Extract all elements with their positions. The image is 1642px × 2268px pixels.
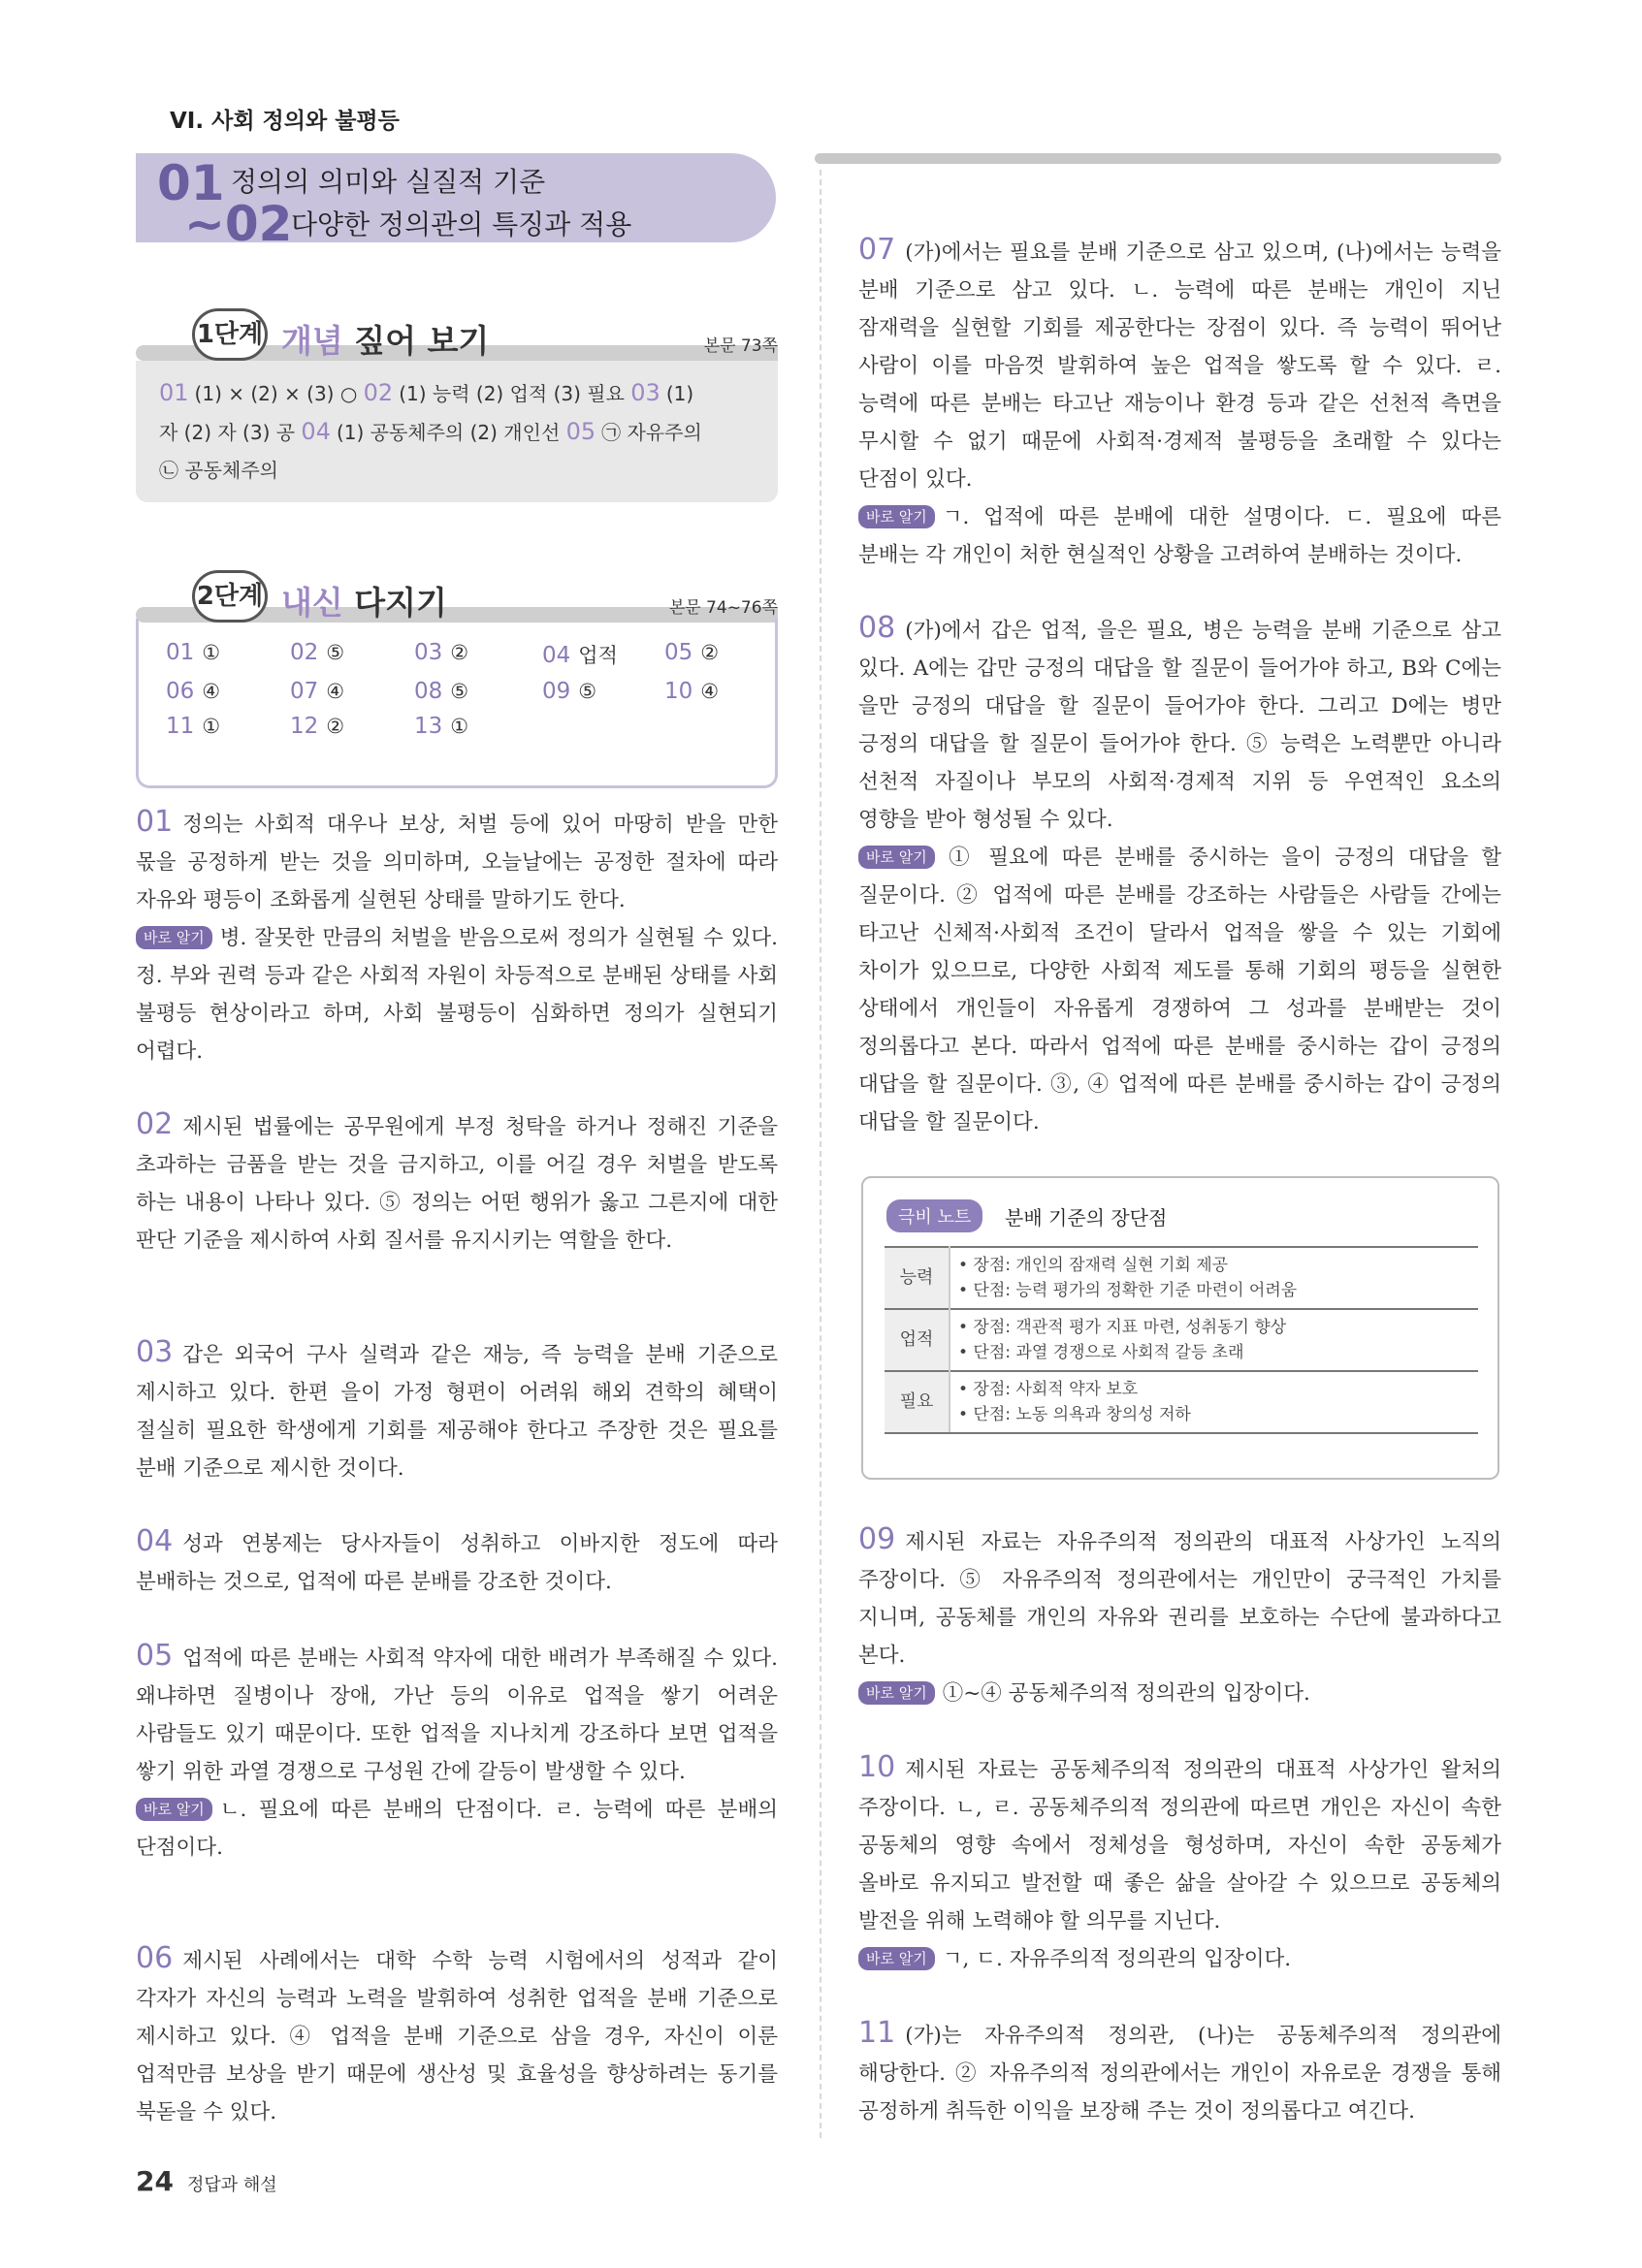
title-line-2: 다양한 정의관의 특징과 적용 xyxy=(291,208,632,240)
explanation-text: 제시된 사례에서는 대학 수학 능력 시험에서의 성적과 같이 각자가 자신의 능력과 노력을 발휘하여 성취한 업적을 분배 기준으로 제시하고 있다. ④ 업적을 분배 기준으로 삼을 경우, 자신이 이룬 업적만큼 보상을 받기 때문에 생산성 및 효율성을 향상하려는 동기를 북돋을 수 있다. xyxy=(136,1949,778,2124)
explanation-text: 갑은 외국어 구사 실력과 같은 재능, 즉 능력을 분배 기준으로 제시하고 있다. 한편 을이 가정 형편이 어려워 해외 견학의 혜택이 절실히 필요한 학생에게 기회를 제공해야 한다고 주장한 것은 필요를 분배 기준으로 제시한 것이다. xyxy=(136,1343,778,1481)
step1-header xyxy=(136,308,778,361)
baro-badge: 바로 알기 xyxy=(858,505,935,528)
step2-answer-value: ⑤ xyxy=(450,680,469,703)
baro-text: ㄱ. 업적에 따른 분배에 대한 설명이다. ㄷ. 필요에 따른 분배는 각 개인이 처한 현실적인 상황을 고려하여 분배하는 것이다. xyxy=(858,505,1501,567)
note-line: • 단점: 능력 평가의 정확한 기준 마련이 어려움 xyxy=(958,1281,1298,1300)
question-number: 03 xyxy=(136,1335,174,1369)
step1-title-rest: 짚어 보기 xyxy=(342,322,490,360)
step1-answer-text: 자 (2) 자 (3) 공 xyxy=(159,421,302,444)
explanation-07 xyxy=(858,231,1501,574)
step2-answer-item xyxy=(290,679,414,704)
step1-answer-text: ㉡ 공동체주의 xyxy=(159,459,278,482)
footer-label: 정답과 해설 xyxy=(186,2175,277,2195)
note-row-content xyxy=(950,1309,1478,1371)
step2-question-number: 01 xyxy=(166,640,195,665)
step1-answer-text: (1) xyxy=(665,382,694,405)
question-number: 10 xyxy=(858,1750,896,1784)
step2-question-number: 13 xyxy=(414,714,443,739)
step2-answer-value: ② xyxy=(700,641,720,664)
column-divider xyxy=(820,170,821,2138)
baro-badge: 바로 알기 xyxy=(858,1681,935,1705)
note-title: 분배 기준의 장단점 xyxy=(1005,1206,1168,1230)
step1-question-number: 04 xyxy=(301,418,331,445)
step1-title xyxy=(281,316,489,362)
note-row xyxy=(885,1371,1478,1433)
step2-answer-value: ⑤ xyxy=(578,680,597,703)
note-line: • 단점: 과열 경쟁으로 사회적 갈등 초래 xyxy=(958,1343,1244,1362)
step2-answer-value: ① xyxy=(202,641,221,664)
explanation-text: 제시된 자료는 공동체주의적 정의관의 대표적 사상가인 왈처의 주장이다. ㄴ, ㄹ. 공동체주의적 정의관에 따르면 개인은 자신이 속한 공동체의 영향 속에서 정체성을 형성하며, 자신이 속한 공동체가 올바로 유지되고 발전할 때 좋은 삶을 살아갈 수 있으므로 공동체의 발전을 위해 노력해야 할 의무를 지닌다. xyxy=(858,1758,1501,1933)
question-number: 05 xyxy=(136,1639,174,1673)
step2-answer-item xyxy=(166,679,290,704)
note-line: • 장점: 객관적 평가 지표 마련, 성취동기 향상 xyxy=(958,1318,1287,1337)
step1-answer-text: (1) 능력 (2) 업적 (3) 필요 xyxy=(399,382,631,405)
note-line: • 장점: 개인의 잠재력 실현 기회 제공 xyxy=(958,1256,1229,1275)
note-table xyxy=(885,1246,1478,1434)
explanation-text: 업적에 따른 분배는 사회적 약자에 대한 배려가 부족해질 수 있다. 왜냐하면 질병이나 장애, 가난 등의 이유로 업적을 쌓기 어려운 사람들도 있기 때문이다. 또한 업적을 지나치게 강조하다 보면 업적을 쌓기 위한 과열 경쟁으로 구성원 간에 갈등이 발생할 수 있다. xyxy=(136,1646,778,1784)
explanation-text: 정의는 사회적 대우나 보상, 처벌 등에 있어 마땅히 받을 만한 몫을 공정하게 받는 것을 의미하며, 오늘날에는 공정한 절차에 따라 자유와 평등이 조화롭게 실현된 상태를 말하기도 한다. xyxy=(136,813,778,912)
baro-text: ① 필요에 따른 분배를 중시하는 을이 긍정의 대답을 할 질문이다. ② 업적에 따른 분배를 강조하는 사람들은 사람들 간에는 타고난 신체적·사회적 조건이 달라서 업적을 쌓을 수 있는 기회에 차이가 있으므로, 다양한 사회적 제도를 통해 기회의 평등을 실현한 상태에서 개인들이 자유롭게 경쟁하여 그 성과를 분배받는 것이 정의롭다고 본다. 따라서 업적에 따른 분배를 중시하는 갑이 긍정의 대답을 할 질문이다. ③, ④ 업적에 따른 분배를 중시하는 갑이 긍정의 대답을 할 질문이다. xyxy=(858,846,1501,1134)
page-footer xyxy=(136,2165,277,2197)
explanation-08 xyxy=(858,609,1501,1141)
step2-answer-item xyxy=(542,679,664,704)
question-number: 01 xyxy=(136,805,174,839)
step1-page-ref: 본문 73쪽 xyxy=(703,336,778,356)
title-number-start: 01 xyxy=(157,155,225,211)
step1-answer-line xyxy=(159,413,755,452)
explanation-text: 성과 연봉제는 당사자들이 성취하고 이바지한 정도에 따라 분배하는 것으로, 업적에 따른 분배를 강조한 것이다. xyxy=(136,1532,778,1594)
step2-title-rest: 다지기 xyxy=(342,584,447,622)
baro-text: 병. 잘못한 만큼의 처벌을 받음으로써 정의가 실현될 수 있다. 정. 부와 권력 등과 같은 사회적 자원이 차등적으로 분배된 상태를 사회 불평등 현상이라고 하며, 사회 불평등이 심화하면 정의가 실현되기 어렵다. xyxy=(136,926,778,1064)
step2-answer-value: 업적 xyxy=(578,644,618,667)
step2-answer-value: ① xyxy=(202,715,221,738)
step1-badge: 1단계 xyxy=(192,308,268,361)
explanation-09 xyxy=(858,1520,1501,1712)
explanation-text: (가)에서는 필요를 분배 기준으로 삼고 있으며, (나)에서는 능력을 분배 기준으로 삼고 있다. ㄴ. 능력에 따른 분배는 개인이 지닌 잠재력을 실현할 기회를 제공한다는 장점이 있다. 즉 능력이 뛰어난 사람이 이를 마음껏 발휘하여 높은 업적을 쌓도록 할 수 있다. ㄹ. 능력에 따른 분배는 타고난 재능이나 환경 등과 같은 선천적 측면을 무시할 수 없기 때문에 사회적·경제적 불평등을 초래할 수 있다는 단점이 있다. xyxy=(858,240,1501,492)
step2-answer-item xyxy=(290,714,414,739)
explanation-text: (가)에서 갑은 업적, 을은 필요, 병은 능력을 분배 기준으로 삼고 있다. A에는 갑만 긍정의 대답을 할 질문이 들어가야 하고, B와 C에는 을만 긍정의 대답을 할 질문이 들어가야 한다. 그리고 D에는 병만 긍정의 대답을 할 질문이 들어가야 한다. ⑤ 능력은 노력뿐만 아니라 선천적 자질이나 부모의 사회적·경제적 지위 등 우연적인 요소의 영향을 받아 형성될 수 있다. xyxy=(858,619,1501,832)
step1-title-highlight: 개념 xyxy=(281,322,343,360)
question-number: 04 xyxy=(136,1524,174,1558)
title-number-end: ~02 xyxy=(184,196,293,252)
step2-answer-value: ② xyxy=(450,641,469,664)
step2-badge: 2단계 xyxy=(192,570,268,623)
step1-question-number: 02 xyxy=(363,379,394,406)
question-number: 06 xyxy=(136,1941,174,1975)
step2-question-number: 02 xyxy=(290,640,319,665)
baro-text: ㄴ. 필요에 따른 분배의 단점이다. ㄹ. 능력에 따른 분배의 단점이다. xyxy=(136,1798,778,1860)
title-banner xyxy=(136,153,776,252)
step2-question-number: 07 xyxy=(290,679,319,704)
step1-answer-text: (1) 공동체주의 (2) 개인선 xyxy=(336,421,566,444)
baro-badge: 바로 알기 xyxy=(858,846,935,869)
explanation-10 xyxy=(858,1748,1501,1978)
baro-badge: 바로 알기 xyxy=(136,926,212,949)
step2-answer-item xyxy=(414,714,542,739)
right-column-top-rule xyxy=(815,153,1501,164)
note-line: • 장점: 사회적 약자 보호 xyxy=(958,1380,1139,1399)
note-badge: 극비 노트 xyxy=(886,1199,982,1232)
explanation-05 xyxy=(136,1637,778,1867)
explanation-04 xyxy=(136,1522,778,1601)
step2-answer-item xyxy=(290,640,414,669)
note-row-content xyxy=(950,1371,1478,1433)
answer-grid xyxy=(166,640,748,739)
note-row xyxy=(885,1247,1478,1309)
title-line-1: 정의의 의미와 실질적 기준 xyxy=(231,166,546,198)
step1-answer-text: ㉠ 자유주의 xyxy=(601,421,702,444)
step2-question-number: 06 xyxy=(166,679,195,704)
question-number: 02 xyxy=(136,1107,174,1141)
explanation-03 xyxy=(136,1333,778,1487)
step2-title xyxy=(281,578,447,623)
note-row-header: 필요 xyxy=(885,1371,950,1433)
baro-text: ①~④ 공동체주의적 정의관의 입장이다. xyxy=(942,1681,1310,1706)
baro-badge: 바로 알기 xyxy=(858,1947,935,1970)
note-row-header: 업적 xyxy=(885,1309,950,1371)
step1-answer-line xyxy=(159,374,755,413)
step1-answer-box xyxy=(136,361,778,502)
explanation-11 xyxy=(858,2014,1501,2130)
step1-question-number: 01 xyxy=(159,379,189,406)
step2-answer-item xyxy=(166,714,290,739)
step2-answer-value: ④ xyxy=(700,680,720,703)
baro-badge: 바로 알기 xyxy=(136,1798,212,1821)
explanation-06 xyxy=(136,1939,778,2131)
explanation-02 xyxy=(136,1105,778,1260)
step2-answer-value: ⑤ xyxy=(326,641,345,664)
note-line: • 단점: 노동 의욕과 창의성 저하 xyxy=(958,1405,1191,1424)
step2-answer-item xyxy=(414,679,542,704)
step2-page-ref: 본문 74~76쪽 xyxy=(668,598,778,618)
step1-answer-line xyxy=(159,452,755,490)
explanation-text: (가)는 자유주의적 정의관, (나)는 공동체주의적 정의관에 해당한다. ② 자유주의적 정의관에서는 개인이 자유로운 경쟁을 통해 공정하게 취득한 이익을 보장해 주는 것이 정의롭다고 여긴다. xyxy=(858,2024,1501,2124)
step2-question-number: 04 xyxy=(542,643,571,668)
question-number: 09 xyxy=(858,1522,896,1556)
step2-question-number: 05 xyxy=(664,640,693,665)
step1-question-number: 05 xyxy=(565,418,596,445)
step2-question-number: 11 xyxy=(166,714,195,739)
step2-answer-value: ② xyxy=(326,715,345,738)
page-number: 24 xyxy=(136,2165,174,2197)
step2-question-number: 12 xyxy=(290,714,319,739)
step2-question-number: 03 xyxy=(414,640,443,665)
step2-answer-value: ④ xyxy=(326,680,345,703)
step1-answer-text: (1) × (2) × (3) ○ xyxy=(194,382,364,405)
step2-answer-item xyxy=(664,640,771,669)
question-number: 08 xyxy=(858,611,896,645)
step2-answer-item xyxy=(664,679,771,704)
step2-answer-value: ① xyxy=(450,715,469,738)
step2-answer-item xyxy=(166,640,290,669)
question-number: 11 xyxy=(858,2016,896,2050)
step2-question-number: 09 xyxy=(542,679,571,704)
step2-title-highlight: 내신 xyxy=(281,584,343,622)
step2-question-number: 10 xyxy=(664,679,693,704)
section-label: VI. 사회 정의와 불평등 xyxy=(170,109,400,134)
step2-answer-box xyxy=(136,619,778,788)
note-row-content xyxy=(950,1247,1478,1309)
question-number: 07 xyxy=(858,233,896,267)
step1-question-number: 03 xyxy=(630,379,660,406)
step2-answer-item xyxy=(542,640,664,669)
explanation-text: 제시된 법률에는 공무원에게 부정 청탁을 하거나 정해진 기준을 초과하는 금품을 받는 것을 금지하고, 이를 어길 경우 처벌을 받도록 하는 내용이 나타나 있다. ⑤ 정의는 어떤 행위가 옳고 그른지에 대한 판단 기준을 제시하여 사회 질서를 유지시키는 역할을 한다. xyxy=(136,1115,778,1253)
step2-answer-value: ④ xyxy=(202,680,221,703)
note-row-header: 능력 xyxy=(885,1247,950,1309)
explanation-text: 제시된 자료는 자유주의적 정의관의 대표적 사상가인 노직의 주장이다. ⑤ 자유주의적 정의관에서는 개인만이 궁극적인 가치를 지니며, 공동체를 개인의 자유와 권리를 보호하는 수단에 불과하다고 본다. xyxy=(858,1530,1501,1668)
explanation-01 xyxy=(136,803,778,1070)
note-box xyxy=(861,1176,1499,1480)
step2-header xyxy=(136,570,778,623)
step2-question-number: 08 xyxy=(414,679,443,704)
baro-text: ㄱ, ㄷ. 자유주의적 정의관의 입장이다. xyxy=(942,1947,1292,1971)
step2-answer-item xyxy=(414,640,542,669)
note-row xyxy=(885,1309,1478,1371)
